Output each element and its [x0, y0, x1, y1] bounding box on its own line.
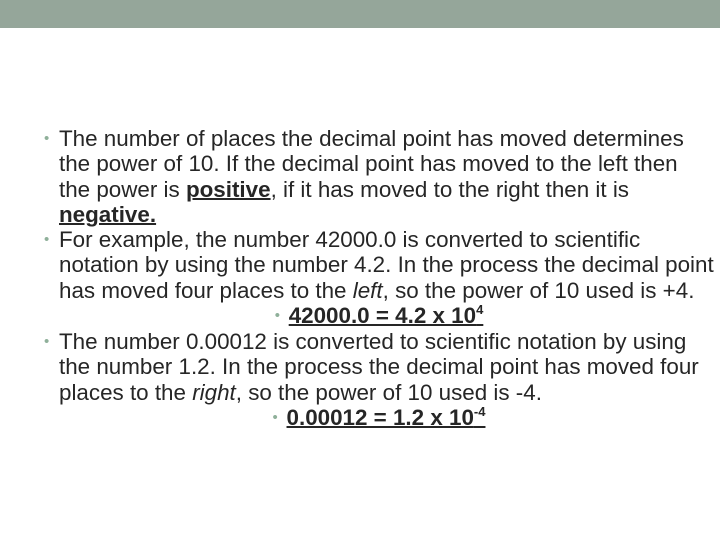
text: For example, the number 42000.0 is converted to scientific notation by using the number 4.2. In the process the decimal point has moved four places to the	[59, 227, 714, 303]
bullet-example-negative	[44, 329, 714, 405]
positive-term: positive	[185, 176, 271, 202]
equation-text: 0.00012 = 1.2 x 10	[286, 404, 474, 430]
exponent: -4	[473, 403, 486, 419]
text: The number of places the decimal point has moved determines the power of 10. If the decimal point has moved to the left then the power is	[59, 126, 684, 202]
equation-negative	[44, 405, 714, 431]
bullet-decimal-rule	[44, 126, 714, 227]
right-term: right	[192, 379, 236, 405]
equation-positive	[44, 303, 714, 329]
text: The number 0.00012 is converted to scientific notation by using the number 1.2. In the process the decimal point has moved four places to the	[59, 329, 699, 405]
left-term: left	[352, 277, 383, 303]
slide-body	[44, 126, 714, 431]
bullet-icon: •	[44, 333, 50, 351]
negative-term: negative.	[59, 201, 157, 227]
text: , so the power of 10 used is +4.	[382, 277, 695, 303]
text: , so the power of 10 used is -4.	[235, 379, 542, 405]
bullet-example-positive	[44, 227, 714, 303]
exponent: 4	[476, 302, 484, 318]
bullet-icon: •	[44, 231, 50, 249]
text: , if it has moved to the right then it is	[270, 176, 630, 202]
bullet-icon: •	[44, 130, 50, 147]
equation-text: 42000.0 = 4.2 x 10	[288, 303, 477, 329]
bullet-icon: •	[272, 408, 278, 426]
bullet-icon: •	[274, 307, 280, 325]
top-bar	[0, 0, 720, 28]
